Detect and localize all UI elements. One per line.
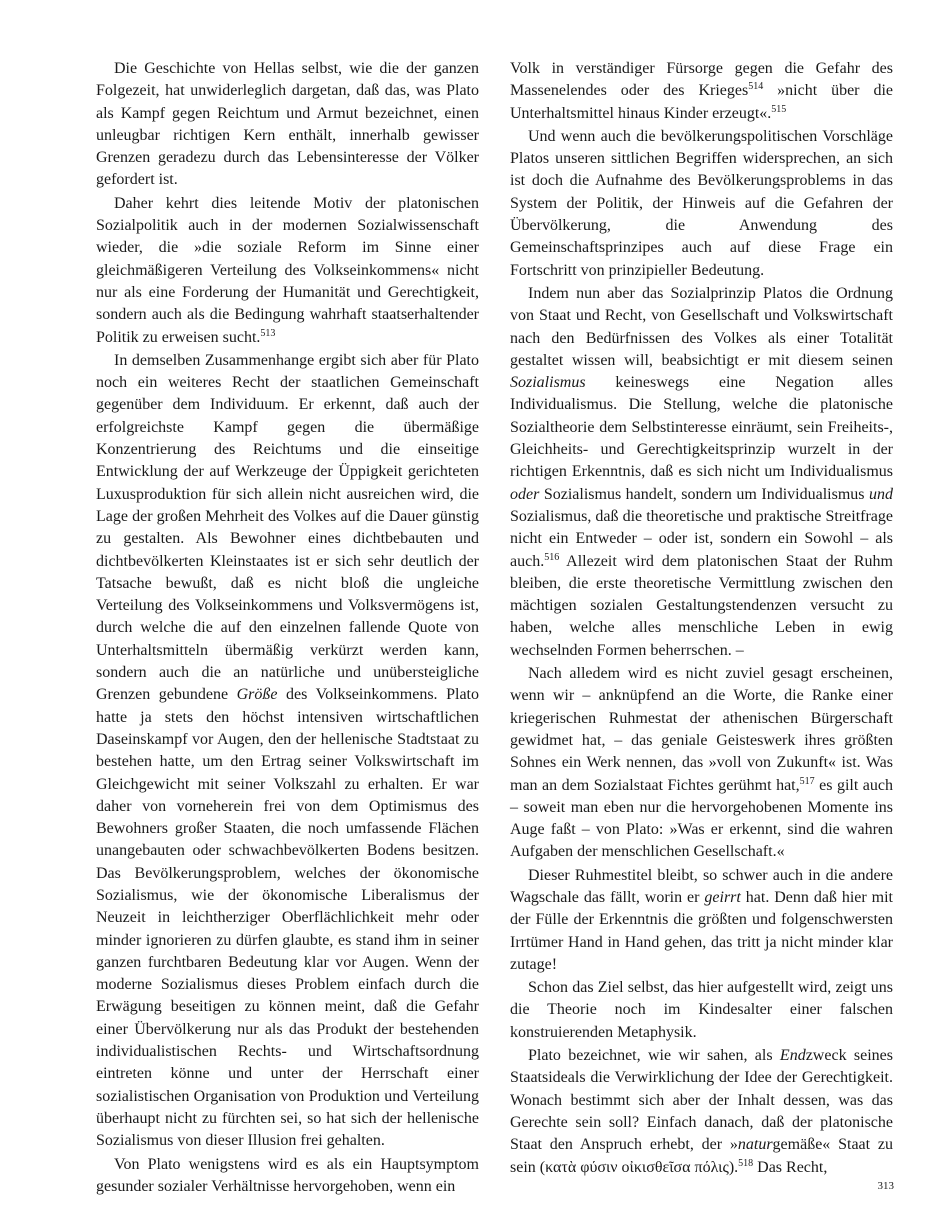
emphasized-text: oder [510,485,540,503]
text-run: gemäße« Staat zu sein (κατὰ φύσιν οἰκισθεῖσα πόλις). [510,1136,894,1176]
text-run: keineswegs eine Negation alles Individualismus. Die Stellung, welche die platonische Sozialtheorie dem Selbstinteresse einräumt, sein Freiheits-, Gleichheits- und Gerechtigkeitsprinzip wurzelt in der richtigen Erkenntnis, daß es sich nicht um Individualismus [510,374,893,481]
text-run: Dieser Ruhmestitel bleibt, so schwer auch in die andere Wagschale das fällt, worin er [510,866,893,906]
text-run: Und wenn auch die bevölkerungspolitischen Vorschläge Platos unseren sittlichen Begriffen widersprechen, an sich ist doch die Aufnahme des Bevölkerungsproblems in das System der Politik, der Hinweis auf die Gefahren der Übervölkerung, die Anwendung des Gemeinschaftsprinzipes auch auf diese Frage ein Fortschritt von prinzipieller Bedeutung. [510,127,893,279]
text-run: hat. Denn daß hier mit der Fülle der Erkenntnis die größten und folgenschwersten Irrtümer Hand in Hand gehen, das tritt ja nicht minder klar zutage! [510,888,894,973]
left-text-column [96,58,479,1199]
page-number: 313 [877,1180,894,1192]
footnote-reference: 518 [738,1157,754,1169]
footnote-reference: 517 [799,775,815,787]
text-run: Von Plato wenigstens wird es als ein Hauptsymptom gesunder sozialer Verhältnisse hervorgehoben, wenn ein [96,1155,479,1195]
paragraph [510,126,893,282]
footnote-reference: 513 [260,327,276,339]
text-run: Sozialismus handelt, sondern um Individualismus [539,485,869,503]
text-run: Schon das Ziel selbst, das hier aufgestellt wird, zeigt uns die Theorie noch im Kindesalter einer falschen konstruierenden Metaphysik. [510,979,893,1041]
text-run: zweck seines Staatsideals die Verwirklichung der Idee der Gerechtigkeit. Wonach bestimmt sich aber der Inhalt dessen, was das Gerechte sein soll? Einfach danach, daß der platonische Staat den Anspruch erhebt, der » [510,1047,893,1154]
text-run: Volk in verständiger Fürsorge gegen die Gefahr des Massenelendes oder des Krieges [510,60,893,100]
emphasized-text: geirrt [704,888,741,906]
footnote-reference: 514 [748,81,764,93]
paragraph [510,1045,893,1179]
text-run: Sozialismus, daß die theoretische und praktische Streitfrage nicht ein Entweder – oder ist, sondern ein Sowohl – als auch. [510,507,893,570]
text-run: des Volkseinkommens. Plato hatte ja stets den höchst intensiven wirtschaftlichen Daseinskampf vor Augen, den der hellenische Stadtstaat zu bestehen hatte, um den Ertrag seiner Volkswirtschaft im Gleichgewicht mit seiner Volkszahl zu erhalten. Er war daher von vorneherein frei von dem Optimismus des Bewohners großer Staaten, die noch umfassende Flächen unangebauten oder schwachbevölkerten Bodens besitzen. Das Bevölkerungsproblem, welches der ökonomische Sozialismus, wie der ökonomische Liberalismus der Neuzeit in leichtherziger Oberflächlichkeit mehr oder minder ignorieren zu dürfen glaubte, es stand ihm in seiner ganzen furchtbaren Bedeutung klar vor Augen. Wenn der moderne Sozialismus dieses Problem einfach durch die Erwägung beseitigen zu können meint, daß die Gefahr einer Übervölkerung nur als das Produkt der bestehenden individualistischen Rechts- und Wirtschaftsordnung eintreten könne und unter der Herrschaft einer sozialistischen Organisation von Produktion und Verteilung überhaupt nicht zu fürchten sei, so hat sich der hellenische Sozialismus von dieser Illusion frei gehalten. [96,686,479,1150]
paragraph [96,193,479,349]
text-run: Daher kehrt dies leitende Motiv der platonischen Sozialpolitik auch in der modernen Sozialwissenschaft wieder, die »die soziale Reform im Sinne einer gleichmäßigeren Verteilung des Volkseinkommens« nicht nur als eine Forderung der Humanität und Gerechtigkeit, sondern auch als die Bedingung wahrhaft staatserhaltender Politik zu erweisen sucht. [96,194,479,346]
paragraph [510,865,893,976]
text-run: In demselben Zusammenhange ergibt sich aber für Plato noch ein weiteres Recht der staatlichen Gemeinschaft gegenüber dem Individuum. Er erkennt, daß auch der erfolgreichste Kampf gegen die übermäßige Konzentrierung des Reichtums und die einseitige Entwicklung der auf Werkzeuge der Üppigkeit gerichteten Luxusproduktion für sich allein nicht ausreichen wird, die Lage der großen Mehrheit des Volkes auf die Dauer günstig zu gestalten. Als Bewohner eines dichtbebauten und dichtbevölkerten Kleinstaates ist er sich sehr deutlich der Tatsache bewußt, daß es nicht bloß die ungleiche Verteilung des Volkseinkommens und Volksvermögens ist, durch welche die auf den einzelnen fallende Quote von Unterhaltsmitteln übermäßig verkürzt werden kann, sondern auch die an natürliche und unübersteigliche Grenzen gebundene [96,351,479,704]
text-run: Die Geschichte von Hellas selbst, wie die der ganzen Folgezeit, hat unwiderleglich dargetan, daß das, was Plato als Kampf gegen Reichtum und Armut bezeichnet, einen unleugbar richtigen Kern enthält, innerhalb gewisser Grenzen geradezu durch das Lebensinteresse der Völker gefordert ist. [96,60,479,189]
emphasized-text: End [779,1047,806,1065]
text-run: Nach alledem wird es nicht zuviel gesagt erscheinen, wenn wir – anknüpfend an die Worte, die Ranke einer kriegerischen Ruhmestat der athenischen Bürgerschaft gewidmet hat, – das geniale Geisteswerk ihres größten Sohnes ein Werk nennen, das »voll von Zukunft« ist. Was man an dem Sozialstaat Fichtes gerühmt hat, [510,665,893,794]
right-text-column [510,58,893,1180]
paragraph [510,977,893,1044]
footnote-reference: 516 [544,551,560,563]
emphasized-text: Größe [236,686,278,704]
footnote-reference: 515 [771,103,787,115]
paragraph [510,283,893,662]
emphasized-text: natur [737,1136,773,1154]
paragraph [510,663,893,864]
paragraph [96,350,479,1153]
paragraph [510,58,893,125]
text-run: Allezeit wird dem platonischen Staat der Ruhm bleiben, die erste theoretische Vermittlung zwischen den mächtigen sozialen Gestaltungstendenzen versucht zu haben, welche alles menschliche Leben in ewig wechselnden Formen beherrschen. – [510,552,893,659]
emphasized-text: Sozialismus [510,374,586,392]
emphasized-text: und [869,485,893,503]
text-run: Indem nun aber das Sozialprinzip Platos die Ordnung von Staat und Recht, von Gesellschaft und Volkswirtschaft nach den Bedürfnissen des Volkes als einer Totalität gestaltet wissen will, beabsichtigt er mit diesem seinen [510,284,893,369]
text-run: Plato bezeichnet, wie wir sahen, als [528,1047,780,1065]
text-run: »nicht über die Unterhaltsmittel hinaus Kinder erzeugt«. [510,82,894,122]
paragraph [96,58,479,192]
text-run: Das Recht, [753,1158,828,1176]
text-run: es gilt auch – soweit man eben nur die hervorgehobenen Momente ins Auge faßt – von Plato: »Was er erkennt, sind die wahren Aufgaben der menschlichen Gesellschaft.« [510,776,894,861]
paragraph [96,1154,479,1199]
